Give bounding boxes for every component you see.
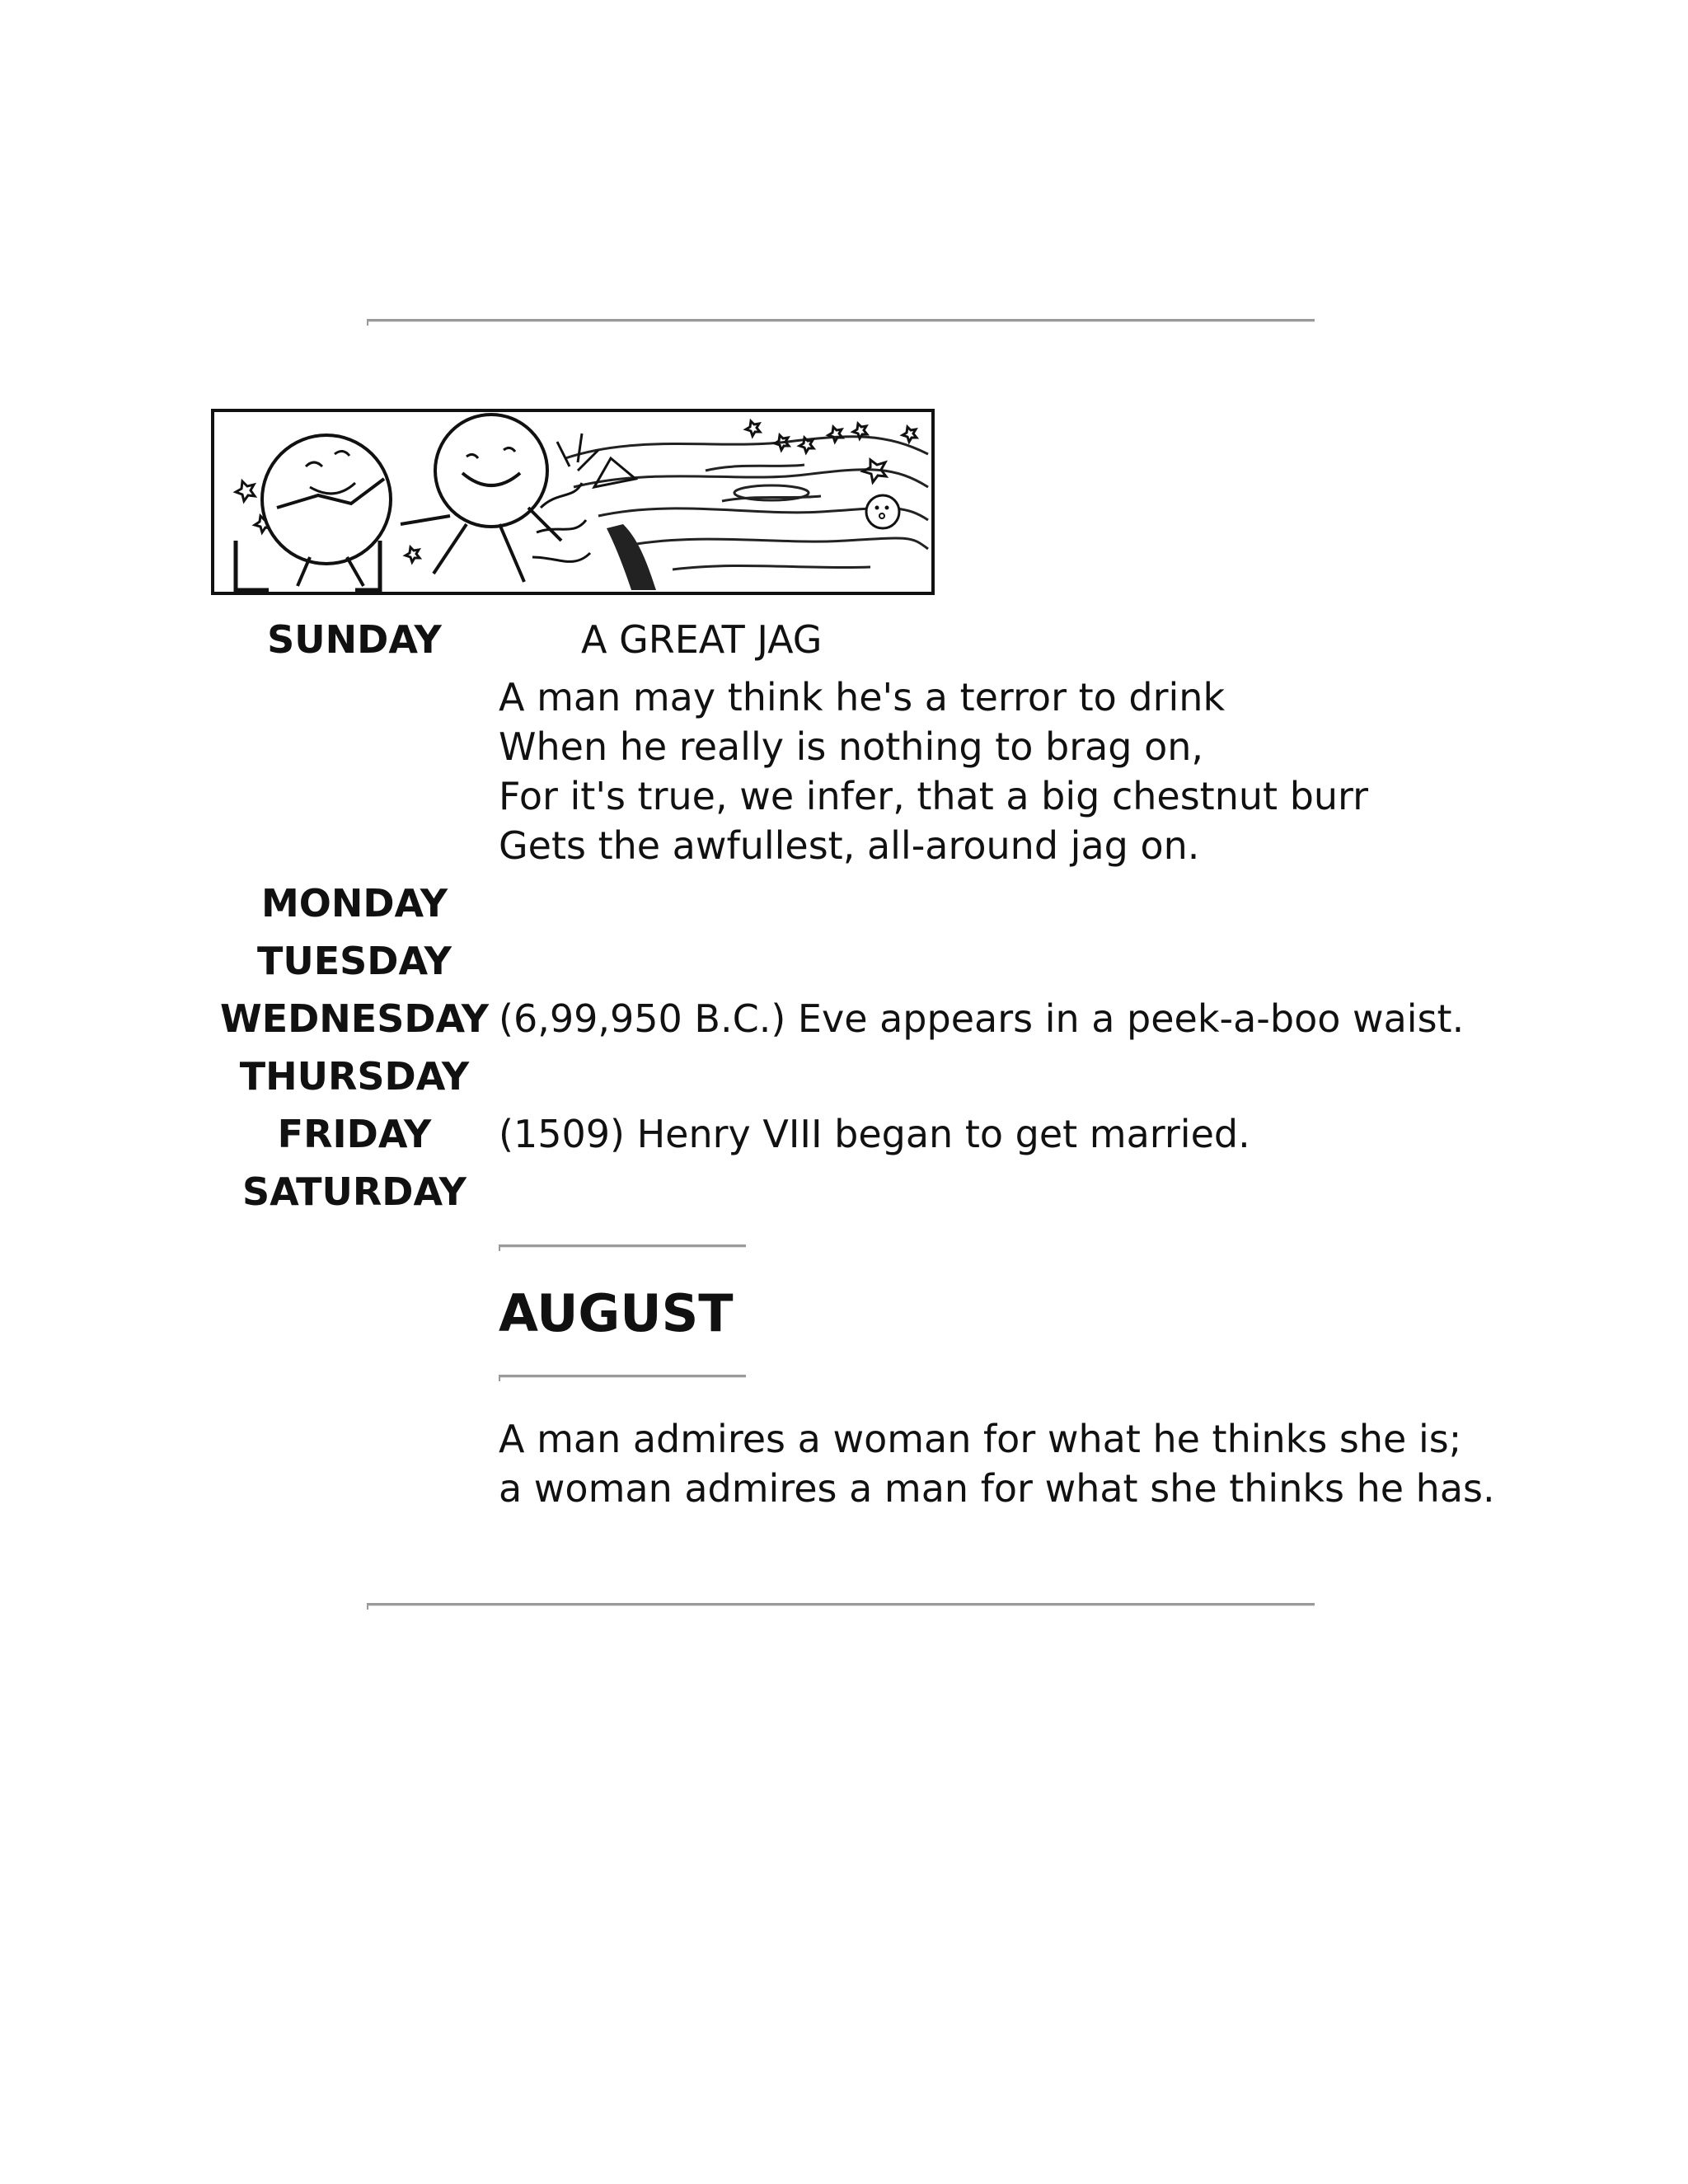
poem-title: A GREAT JAG (581, 617, 823, 662)
poem-line: For it's true, we infer, that a big chestnut burr (499, 774, 1369, 818)
month-divider-top (499, 1244, 746, 1248)
entry-friday: (1509) Henry VIII began to get married. (499, 1112, 1250, 1156)
month-quote-line: A man admires a woman for what he thinks she is; (499, 1417, 1462, 1461)
month-divider-bottom (499, 1375, 746, 1378)
day-label-monday: MONDAY (260, 881, 448, 926)
day-label-tuesday: TUESDAY (257, 939, 452, 983)
poem-line: A man may think he's a terror to drink (499, 675, 1226, 719)
poem-line: When he really is nothing to brag on, (499, 724, 1204, 769)
day-label-sunday: SUNDAY (267, 617, 442, 662)
day-label-wednesday: WEDNESDAY (219, 996, 490, 1041)
month-title: AUGUST (499, 1283, 734, 1343)
bottom-divider (367, 1603, 1315, 1606)
day-label-thursday: THURSDAY (239, 1054, 470, 1099)
poem-line: Gets the awfullest, all-around jag on. (499, 823, 1200, 868)
top-divider (367, 319, 1315, 322)
month-quote-line: a woman admires a man for what she thinks he has. (499, 1466, 1495, 1511)
calendar-header-illustration (211, 409, 935, 595)
day-label-saturday: SATURDAY (241, 1169, 467, 1214)
day-label-friday: FRIDAY (277, 1112, 432, 1156)
entry-wednesday: (6,99,950 B.C.) Eve appears in a peek-a-boo waist. (499, 996, 1465, 1041)
